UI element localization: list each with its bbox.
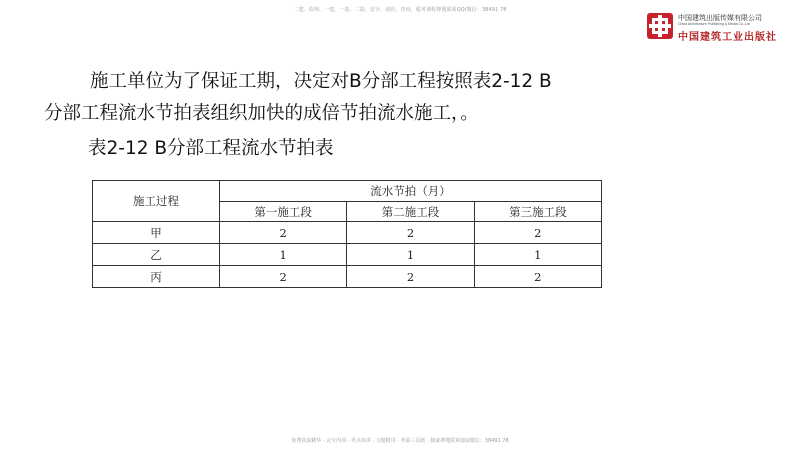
process-header-cell: 施工过程 — [93, 181, 220, 222]
rhythm-value-cell: 2 — [474, 266, 601, 288]
publisher-calligraphy: 中国建筑工业出版社 — [678, 32, 777, 43]
rhythm-value-cell: 2 — [347, 222, 474, 244]
section-header-cell: 第三施工段 — [474, 202, 601, 222]
process-name-cell: 丙 — [93, 266, 220, 288]
table-caption: 表2-12 B分部工程流水节拍表 — [88, 138, 334, 159]
process-name-cell: 乙 — [93, 244, 220, 266]
publisher-name-en: China Architecture Publishing & Media Co.,Ltd — [678, 22, 750, 26]
rhythm-value-cell: 2 — [220, 222, 347, 244]
table-row — [93, 266, 602, 288]
process-name-cell: 甲 — [93, 222, 220, 244]
table-row — [93, 222, 602, 244]
table-row — [93, 244, 602, 266]
table-header-row — [93, 181, 602, 202]
rhythm-header-cell: 流水节拍（月） — [220, 181, 602, 202]
publisher-logo — [646, 12, 796, 44]
rhythm-value-cell: 1 — [220, 244, 347, 266]
rhythm-value-cell: 1 — [347, 244, 474, 266]
bottom-watermark-note: 免费获取精华 · 完全内训 · 考点串讲 · 习题精讲 · 考前三页纸 · 独家押题联系QQ/微信：38491 78 — [291, 438, 509, 444]
section-header-cell: 第二施工段 — [347, 202, 474, 222]
question-paragraph — [44, 66, 664, 130]
publisher-emblem-icon — [646, 12, 674, 40]
top-watermark-note: 二建、监理、一建、一造、二造、安全、消防、咨询、税务课程押题联系QQ/微信：38491 78 — [293, 7, 507, 13]
rhythm-value-cell: 2 — [347, 266, 474, 288]
rhythm-value-cell: 1 — [474, 244, 601, 266]
section-header-cell: 第一施工段 — [220, 202, 347, 222]
flow-rhythm-table — [92, 180, 602, 288]
rhythm-value-cell: 2 — [220, 266, 347, 288]
publisher-name-cn: 中国建筑出版传媒有限公司 — [678, 14, 762, 22]
paragraph-line-1: 施工单位为了保证工期，决定对B分部工程按照表2-12 B — [90, 71, 552, 92]
paragraph-line-2: 分部工程流水节拍表组织加快的成倍节拍流水施工，。 — [44, 103, 479, 124]
rhythm-value-cell: 2 — [474, 222, 601, 244]
